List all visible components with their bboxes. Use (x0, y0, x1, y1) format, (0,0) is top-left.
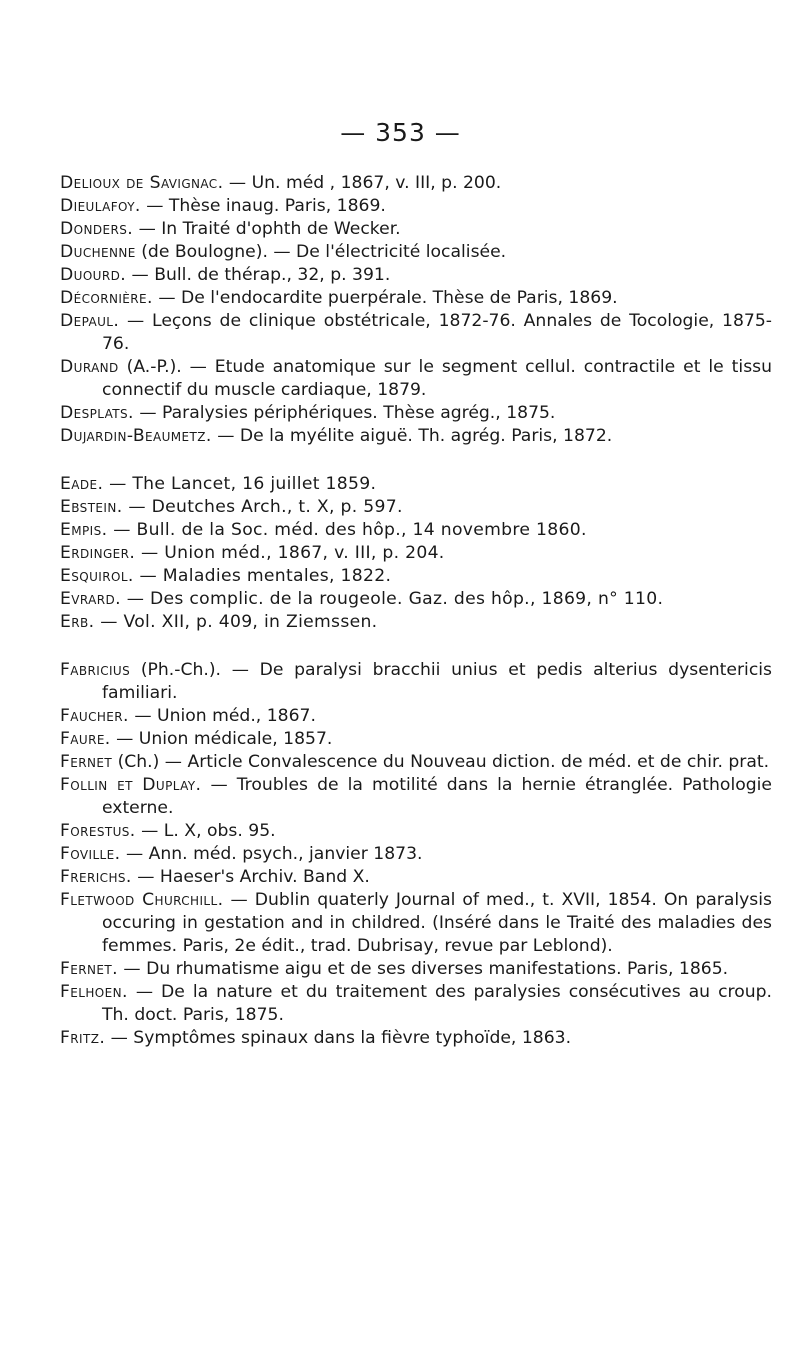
entry-text: — De la nature et du traitement des paralysies consécutives au croup. Th. doct. Paris, 1875. (102, 982, 772, 1025)
entry-text: — The Lancet, 16 juillet 1859. (103, 474, 377, 494)
entry-text: — Leçons de clinique obstétricale, 1872-76. Annales de Tocologie, 1875-76. (102, 311, 772, 354)
bibliography (60, 172, 772, 1050)
entry-author: Décornière. (60, 288, 153, 308)
entry (60, 588, 772, 611)
section-e (60, 473, 772, 634)
entry (60, 473, 772, 496)
entry-author: Eade. (60, 474, 104, 494)
entry (60, 519, 772, 542)
entry-text: (Ch.) — Article Convalescence du Nouveau diction. de méd. et de chir. prat. (112, 752, 770, 772)
entry-author: Faure. (60, 729, 111, 749)
entry-text: — Maladies mentales, 1822. (133, 566, 392, 586)
entry (60, 264, 772, 287)
entry (60, 981, 772, 1027)
entry (60, 705, 772, 728)
entry (60, 218, 772, 241)
entry-author: Dujardin-Beaumetz. (60, 426, 212, 446)
entry-text: — Deutches Arch., t. X, p. 597. (122, 497, 403, 517)
entry (60, 843, 772, 866)
entry-author: Erb. (60, 612, 95, 632)
entry-text: — Haeser's Archiv. Band X. (131, 867, 370, 887)
entry (60, 241, 772, 264)
entry-text: — Paralysies périphériques. Thèse agrég., 1875. (133, 403, 556, 423)
entry-text: — Union méd., 1867, v. III, p. 204. (135, 543, 445, 563)
entry-author: Durand (60, 357, 119, 377)
entry (60, 310, 772, 356)
entry (60, 728, 772, 751)
entry-text: — Bull. de thérap., 32, p. 391. (126, 265, 391, 285)
entry-text: — De la myélite aiguë. Th. agrég. Paris, 1872. (211, 426, 613, 446)
entry (60, 287, 772, 310)
entry-author: Delioux de Savignac. (60, 173, 224, 193)
entry-author: Duchenne (60, 242, 136, 262)
entry (60, 866, 772, 889)
entry (60, 958, 772, 981)
entry-author: Forestus. (60, 821, 136, 841)
entry-author: Fernet. (60, 959, 118, 979)
entry-author: Frerichs. (60, 867, 132, 887)
entry (60, 774, 772, 820)
entry-text: — Dublin quaterly Journal of med., t. XVII, 1854. On paralysis occuring in gestation and in childred. (Inséré dans le Traité des maladies des femmes. Paris, 2e édit., trad. Dubrisay, revue par Leblond). (102, 890, 772, 956)
entry-text: — Bull. de la Soc. méd. des hôp., 14 novembre 1860. (107, 520, 587, 540)
entry (60, 659, 772, 705)
entry-author: Esquirol. (60, 566, 134, 586)
entry-author: Desplats. (60, 403, 134, 423)
entry-author: Follin et Duplay. (60, 775, 202, 795)
entry (60, 496, 772, 519)
entry-text: — Thèse inaug. Paris, 1869. (140, 196, 386, 216)
entry-text: (Ph.-Ch.). — De paralysi bracchii unius et pedis alterius dysentericis familiari. (102, 660, 772, 703)
entry-author: Ebstein. (60, 497, 123, 517)
entry-author: Fabricius (60, 660, 131, 680)
entry-author: Fletwood Churchill. (60, 890, 224, 910)
entry-author: Donders. (60, 219, 134, 239)
entry (60, 425, 772, 448)
entry (60, 356, 772, 402)
entry (60, 565, 772, 588)
section-d (60, 172, 772, 448)
entry-author: Foville. (60, 844, 121, 864)
entry-text: — Un. méd , 1867, v. III, p. 200. (223, 173, 502, 193)
entry-author: Fernet (60, 752, 113, 772)
entry (60, 195, 772, 218)
entry-author: Fritz. (60, 1028, 106, 1048)
entry-text: (de Boulogne). — De l'électricité localisée. (135, 242, 507, 262)
section-f (60, 659, 772, 1050)
entry (60, 402, 772, 425)
entry-author: Felhoen. (60, 982, 128, 1002)
entry (60, 542, 772, 565)
entry-text: — Vol. XII, p. 409, in Ziemssen. (94, 612, 378, 632)
entry (60, 889, 772, 958)
entry (60, 751, 772, 774)
entry-text: — Symptômes spinaux dans la fièvre typhoïde, 1863. (105, 1028, 572, 1048)
entry (60, 611, 772, 634)
entry-author: Duourd. (60, 265, 127, 285)
entry-text: — Des complic. de la rougeole. Gaz. des hôp., 1869, n° 110. (120, 589, 664, 609)
entry-author: Depaul. (60, 311, 120, 331)
entry-text: — Ann. méd. psych., janvier 1873. (120, 844, 423, 864)
entry (60, 820, 772, 843)
entry-text: — L. X, obs. 95. (135, 821, 276, 841)
entry-text: — Union médicale, 1857. (110, 729, 333, 749)
entry-author: Dieulafoy. (60, 196, 141, 216)
entry-text: — In Traité d'ophth de Wecker. (133, 219, 401, 239)
entry (60, 172, 772, 195)
entry-text: — Troubles de la motilité dans la hernie étranglée. Pathologie externe. (102, 775, 772, 818)
entry-author: Empis. (60, 520, 108, 540)
entry-text: — Du rhumatisme aigu et de ses diverses manifestations. Paris, 1865. (117, 959, 729, 979)
entry-author: Faucher. (60, 706, 129, 726)
entry-text: — De l'endocardite puerpérale. Thèse de Paris, 1869. (152, 288, 618, 308)
entry (60, 1027, 772, 1050)
entry-text: (A.-P.). — Etude anatomique sur le segment cellul. contractile et le tissu connectif du muscle cardiaque, 1879. (102, 357, 772, 400)
entry-author: Evrard. (60, 589, 121, 609)
entry-text: — Union méd., 1867. (128, 706, 316, 726)
page-number: — 353 — (340, 118, 461, 147)
entry-author: Erdinger. (60, 543, 136, 563)
